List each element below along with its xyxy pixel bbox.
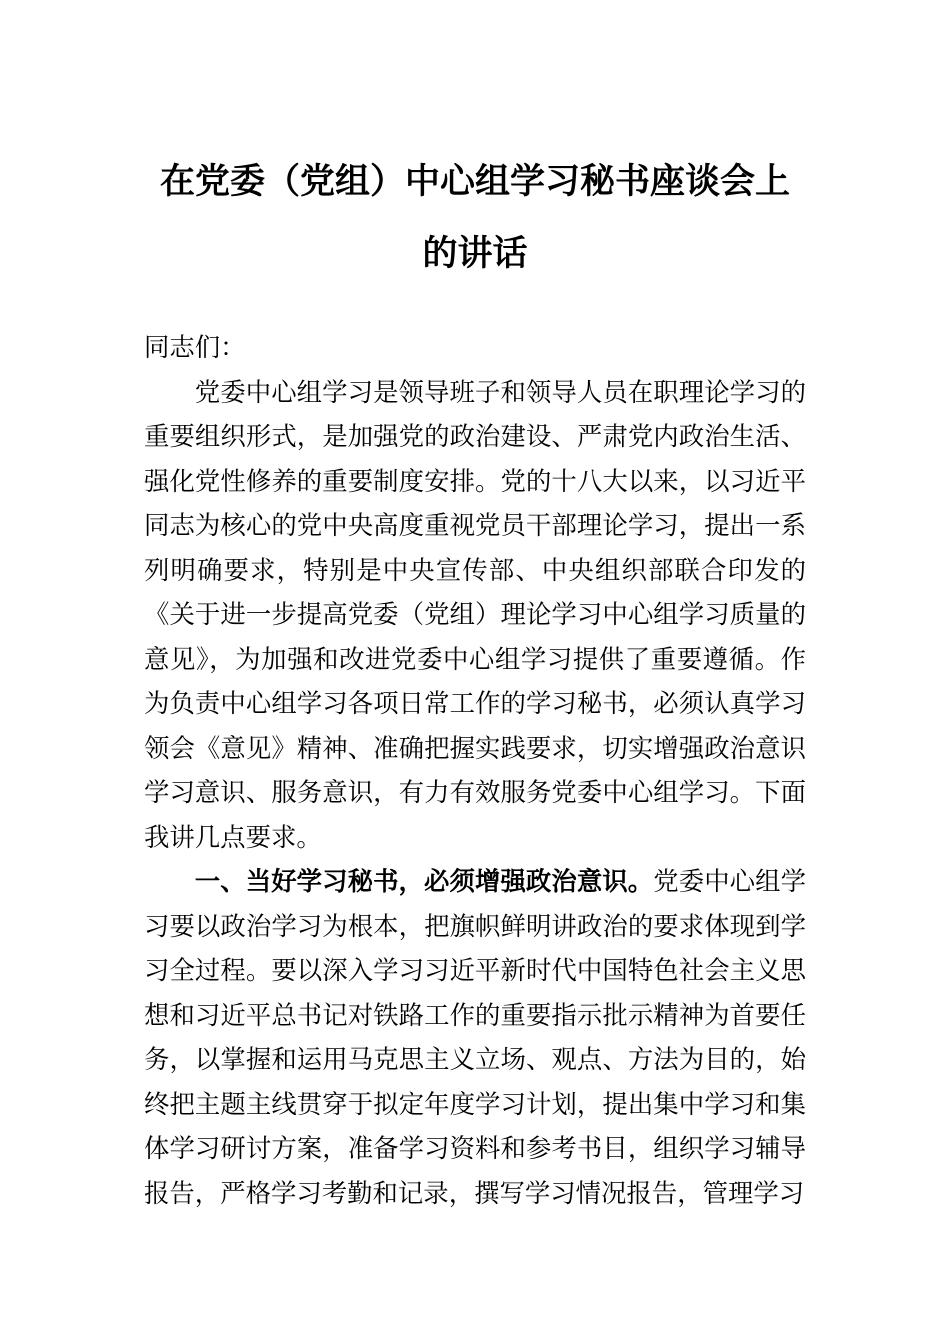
- section-1-body-text: 党委中心组学习要以政治学习为根本，把旗帜鲜明讲政治的要求体现到学习全过程。要以深入学习习近平新时代中国特色社会主义思想和习近平总书记对铁路工作的重要指示批示精神为首要任务，以掌握和运用马克思主义立场、观点、方法为目的，始终把主题主线贯穿于拟定年度学习计划，提出集中学习和集体学习研讨方案，准备学习资料和参考书目，组织学习辅导报告，严格学习考勤和记录，撰写学习情况报告，管理学习: [144, 868, 807, 1208]
- paragraph-section-1: [144, 860, 806, 1216]
- document-content: [144, 146, 806, 1216]
- paragraph-intro: [144, 371, 806, 861]
- salutation: 同志们：: [144, 334, 246, 362]
- section-1-heading: 一、当好学习秘书，必须增强政治意识。: [194, 868, 654, 896]
- document-title: 在党委（党组）中心组学习秘书座谈会上的讲话: [159, 162, 790, 273]
- paragraph-intro-text: 党委中心组学习是领导班子和领导人员在职理论学习的重要组织形式，是加强党的政治建设、严肃党内政治生活、强化党性修养的重要制度安排。党的十八大以来，以习近平同志为核心的党中央高度重视党员干部理论学习，提出一系列明确要求，特别是中央宣传部、中央组织部联合印发的《关于进一步提高党委（党组）理论学习中心组学习质量的意见》，为加强和改进党委中心组学习提供了重要遵循。作为负责中心组学习各项日常工作的学习秘书，必须认真学习领会《意见》精神、准确把握实践要求，切实增强政治意识学习意识、服务意识，有力有效服务党委中心组学习。下面我讲几点要求。: [144, 378, 806, 852]
